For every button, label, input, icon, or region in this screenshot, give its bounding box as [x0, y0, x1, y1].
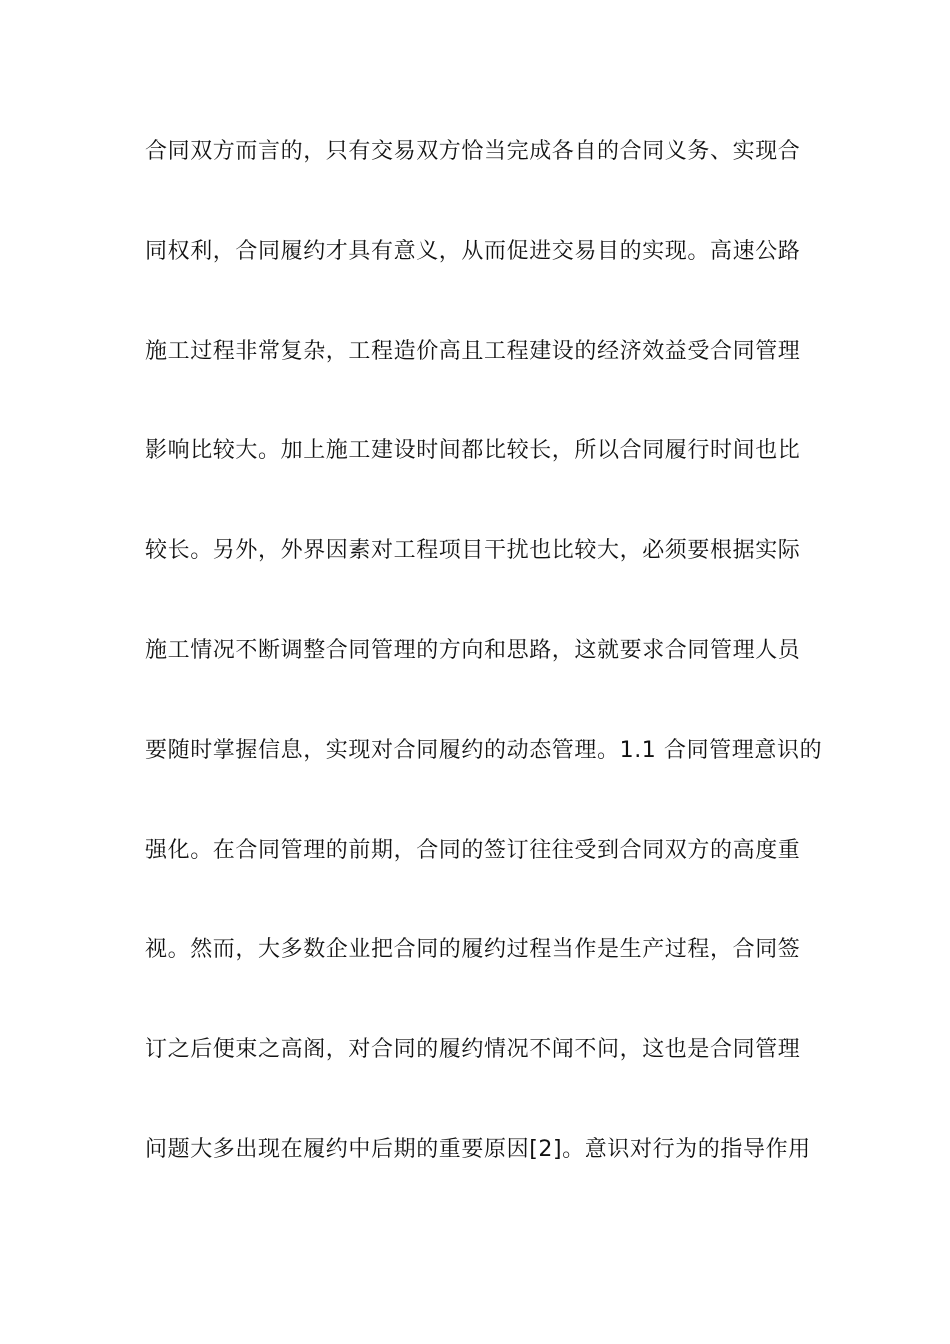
text-line: 强化。在合同管理的前期，合同的签订往往受到合同双方的高度重	[145, 837, 801, 863]
text-line: 施工过程非常复杂，工程造价高且工程建设的经济效益受合同管理	[145, 338, 801, 364]
text-line: 订之后便束之高阁，对合同的履约情况不闻不问，这也是合同管理	[145, 1037, 801, 1063]
text-line: 视。然而，大多数企业把合同的履约过程当作是生产过程，合同签	[145, 937, 801, 963]
text-line: 较长。另外，外界因素对工程项目干扰也比较大，必须要根据实际	[145, 538, 801, 564]
text-line: 同权利，合同履约才具有意义，从而促进交易目的实现。高速公路	[145, 238, 801, 264]
text-line: 问题大多出现在履约中后期的重要原因[2]。意识对行为的指导作用	[145, 1136, 811, 1162]
text-line: 影响比较大。加上施工建设时间都比较长，所以合同履行时间也比	[145, 438, 801, 464]
body-text	[145, 127, 823, 1225]
text-line: 要随时掌握信息，实现对合同履约的动态管理。1.1 合同管理意识的	[145, 737, 823, 763]
text-line: 施工情况不断调整合同管理的方向和思路，这就要求合同管理人员	[145, 637, 801, 663]
text-line: 合同双方而言的，只有交易双方恰当完成各自的合同义务、实现合	[145, 139, 801, 164]
